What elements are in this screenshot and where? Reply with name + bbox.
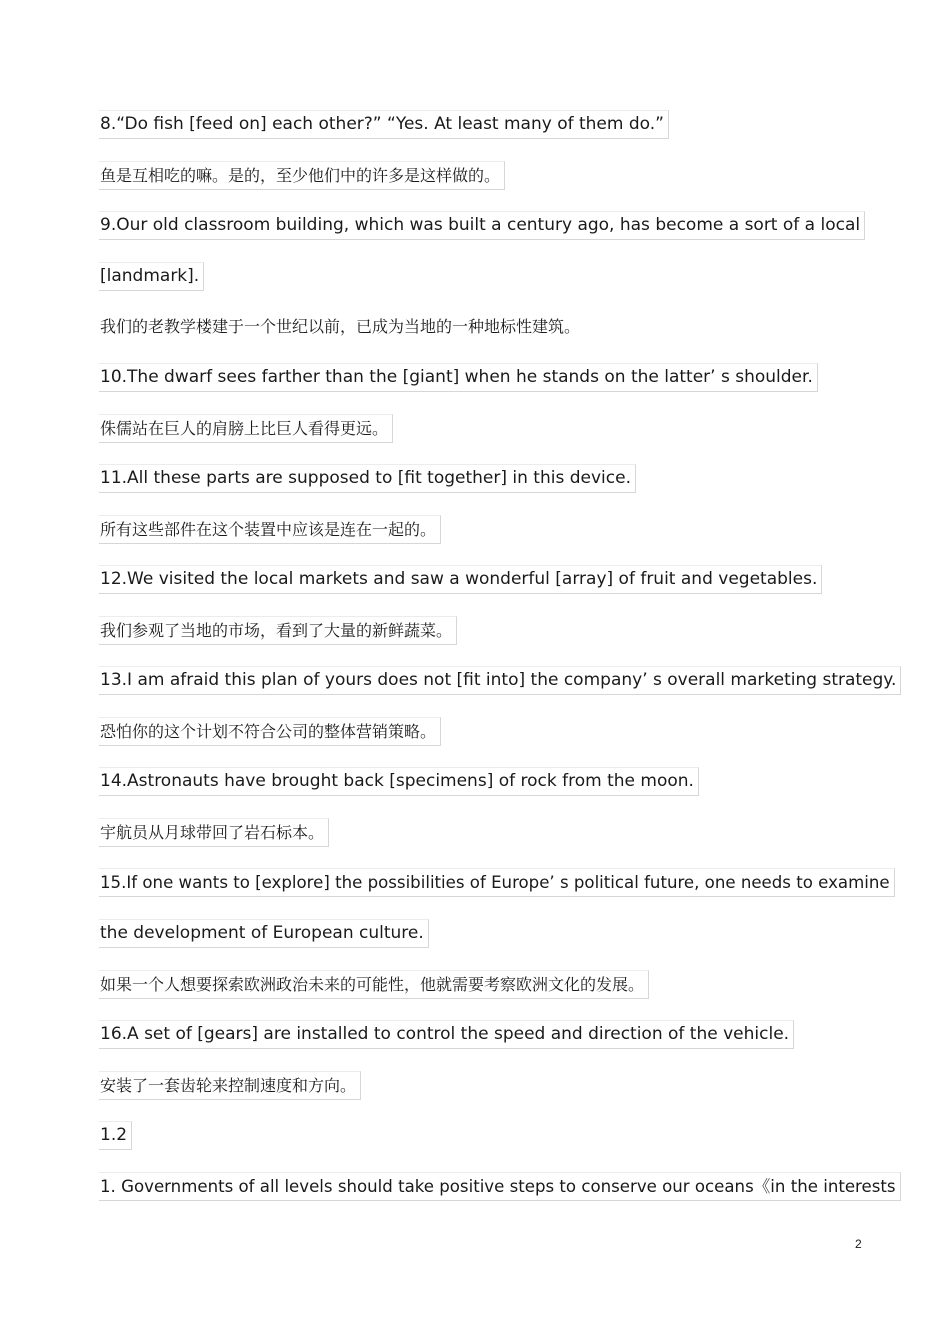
- sentence-11-en: 11.All these parts are supposed to [fit together] in this device.: [99, 464, 636, 493]
- sentence-14-zh: 宇航员从月球带回了岩石标本。: [99, 818, 329, 847]
- sentence-10-zh: 侏儒站在巨人的肩膀上比巨人看得更远。: [99, 414, 393, 443]
- sentence-8-en: 8.“Do fish [feed on] each other?” “Yes. At least many of them do.”: [99, 110, 669, 139]
- sentence-15-en-line1: 15.If one wants to [explore] the possibilities of Europe’ s political future, one needs to examine: [99, 868, 895, 897]
- sentence-11-zh: 所有这些部件在这个装置中应该是连在一起的。: [99, 515, 441, 544]
- sentence-15-zh: 如果一个人想要探索欧洲政治未来的可能性，他就需要考察欧洲文化的发展。: [99, 970, 649, 999]
- page-number: 2: [855, 1237, 862, 1251]
- sentence-9-en-line1: 9.Our old classroom building, which was built a century ago, has become a sort of a local: [99, 211, 865, 240]
- sentence-14-en: 14.Astronauts have brought back [specimens] of rock from the moon.: [99, 767, 699, 796]
- section-heading: 1.2: [99, 1121, 132, 1150]
- sentence-12-en: 12.We visited the local markets and saw a wonderful [array] of fruit and vegetables.: [99, 565, 822, 594]
- sentence-9-en-line2: [landmark].: [99, 262, 204, 291]
- section-1-2-sentence-1: 1. Governments of all levels should take positive steps to conserve our oceans《in the interests: [99, 1172, 901, 1201]
- sentence-8-zh: 鱼是互相吃的嘛。是的，至少他们中的许多是这样做的。: [99, 161, 505, 190]
- sentence-13-en: 13.I am afraid this plan of yours does not [fit into] the company’ s overall marketing strategy.: [99, 666, 901, 695]
- sentence-9-zh: 我们的老教学楼建于一个世纪以前，已成为当地的一种地标性建筑。: [100, 317, 581, 336]
- sentence-16-zh: 安装了一套齿轮来控制速度和方向。: [99, 1071, 361, 1100]
- sentence-13-zh: 恐怕你的这个计划不符合公司的整体营销策略。: [99, 717, 441, 746]
- sentence-16-en: 16.A set of [gears] are installed to control the speed and direction of the vehicle.: [99, 1020, 794, 1049]
- sentence-15-en-line2: the development of European culture.: [99, 919, 429, 948]
- sentence-12-zh: 我们参观了当地的市场，看到了大量的新鲜蔬菜。: [99, 616, 457, 645]
- sentence-10-en: 10.The dwarf sees farther than the [giant] when he stands on the latter’ s shoulder.: [99, 363, 818, 392]
